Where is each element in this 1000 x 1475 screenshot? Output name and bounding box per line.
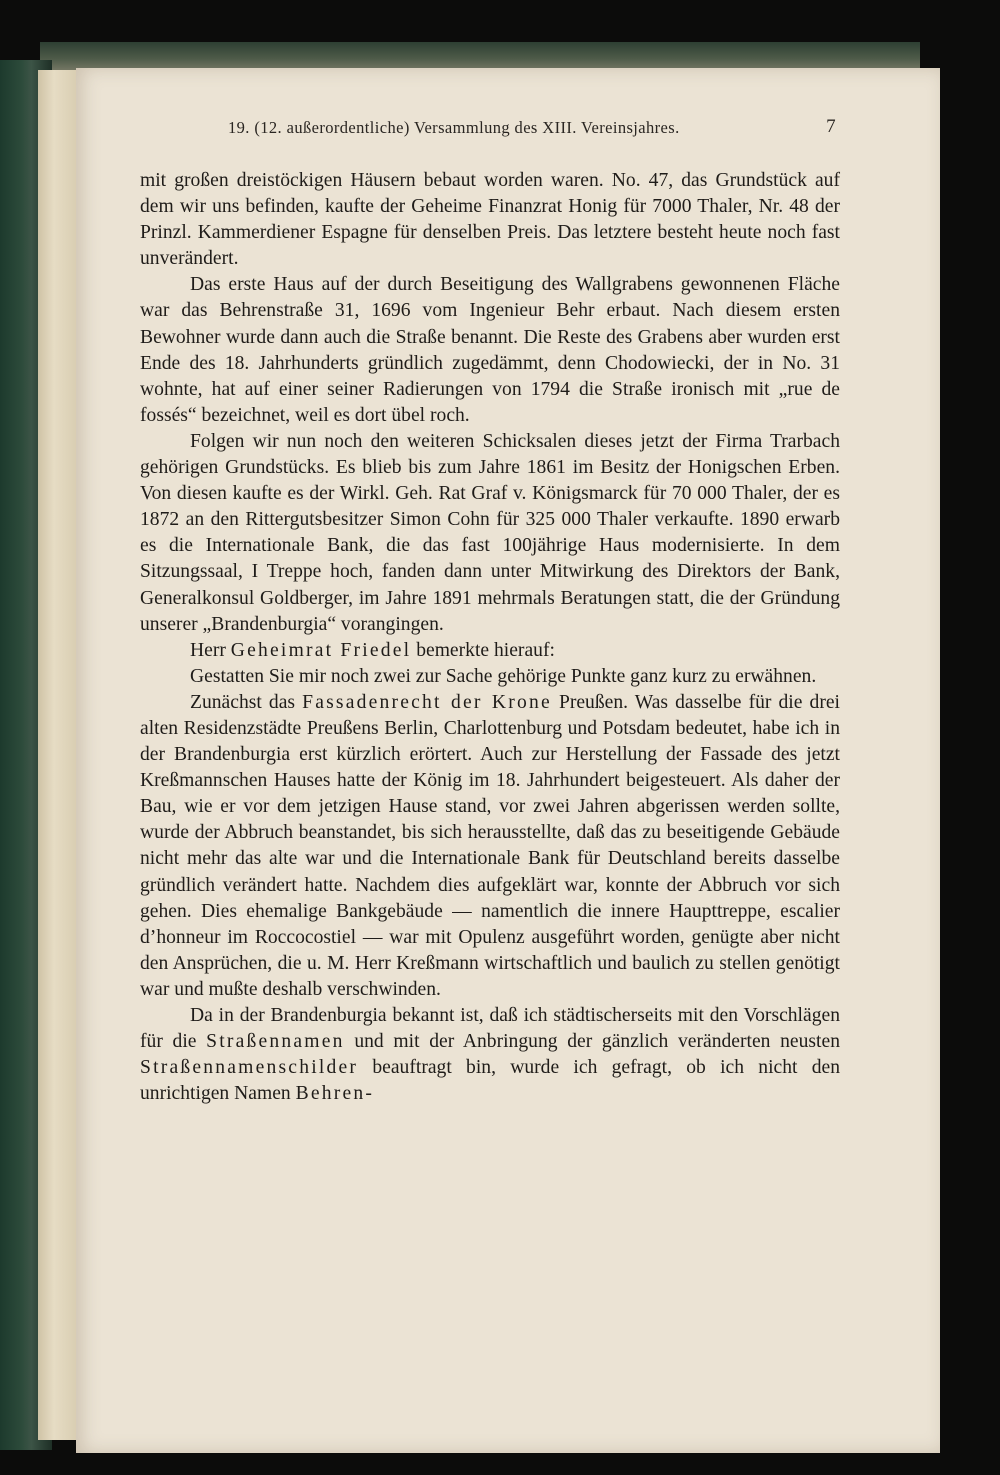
paragraph-text: Preußen. Was dasselbe für die drei alten Residenzstädte Preußens Berlin, Charlottenburg und Potsdam bedeutet, habe ich in der Brandenburgia erst kürzlich erörtert. Auch zur Herstellung der Fassade des jetzt Kreßmannschen Hauses hatte der König im 18. Jahrhundert beigesteuert. Als daher der Bau, wie er vor dem jetzigen Hause stand, vor zwei Jahren abgerissen werden sollte, wurde der Abbruch beanstandet, bis sich herausstellte, daß das zu beseitigende Gebäude nicht mehr das alte war und die Internationale Bank für Deutschland bereits dasselbe gründlich verändert hatte. Nachdem dies aufgeklärt war, konnte der Abbruch vor sich gehen. Dies ehemalige Bankgebäude — namentlich die innere Haupttreppe, escalier d’honneur im Roccocostiel — war mit Opulenz ausgeführt worden, genügte aber nicht den Ansprüchen, die u. M. Herr Kreßmann wirtschaftlich und baulich zu stellen genötigt war und mußte deshalb verschwinden. [140, 691, 840, 1000]
paragraph-text: und mit der Anbringung der gänzlich veränderten neusten [344, 1031, 840, 1053]
paragraph-text: beauftragt bin, wurde ich gefragt, ob ich nicht den unrichtigen Namen [140, 1057, 840, 1105]
paragraph-text: Gestatten Sie mir noch zwei zur Sache gehörige Punkte ganz kurz zu erwähnen. [190, 665, 817, 687]
paragraph [140, 664, 840, 690]
page-number: 7 [826, 116, 836, 137]
page-stack-edge [38, 70, 78, 1440]
paragraph [140, 638, 840, 664]
spaced-emphasis-text: Behren- [295, 1083, 375, 1105]
spaced-emphasis-text: Straßennamen [206, 1031, 345, 1053]
paragraph-text: Herr [190, 639, 231, 661]
paragraph-text: Da in der Brandenburgia bekannt ist, daß ich städtischerseits mit den Vorschlägen für die [140, 1005, 840, 1053]
paragraph-text: Zunächst das [190, 691, 303, 713]
paragraph-text: Das erste Haus auf der durch Beseitigung des Wallgrabens gewonnenen Fläche war das Behrenstraße 31, 1696 vom Ingenieur Behr erbaut. Nach diesem ersten Bewohner wurde dann auch die Straße benannt. Die Reste des Grabens aber wurden erst Ende des 18. Jahrhunderts gründlich zugedämmt, denn Chodowiecki, der in No. 31 wohnte, hat auf einer seiner Radierungen von 1794 die Straße ironisch mit „rue de fossés“ bezeichnet, weil es dort übel roch. [140, 274, 840, 426]
paragraph [140, 272, 840, 429]
paragraph [140, 1003, 840, 1107]
paragraph [140, 168, 840, 272]
running-header [228, 118, 840, 142]
spaced-emphasis-text: Fassadenrecht der Krone [302, 691, 552, 713]
paragraph-text: Folgen wir nun noch den weiteren Schicksalen dieses jetzt der Firma Trarbach gehörigen Grundstücks. Es blieb bis zum Jahre 1861 im Besitz der Honigschen Erben. Von diesen kaufte es der Wirkl. Geh. Rat Graf v. Königsmarck für 70 000 Thaler, der es 1872 an den Rittergutsbesitzer Simon Cohn für 325 000 Thaler verkaufte. 1890 erwarb es die Internationale Bank, die das fast 100jährige Haus modernisierte. In dem Sitzungssaal, I Treppe hoch, fanden dann unter Mitwirkung des Direktors der Bank, Generalkonsul Goldberger, im Jahre 1891 mehrmals Beratungen statt, die der Gründung unserer „Brandenburgia“ vorangingen. [140, 430, 840, 635]
spaced-emphasis-text: Geheimrat Friedel [230, 639, 412, 661]
paragraph-text: mit großen dreistöckigen Häusern bebaut worden waren. No. 47, das Grundstück auf dem wir uns befinden, kaufte der Geheime Finanzrat Honig für 7000 Thaler, Nr. 48 der Prinzl. Kammerdiener Espagne für denselben Preis. Das letztere besteht heute noch fast unverändert. [140, 170, 840, 270]
body-text [140, 168, 840, 1107]
paragraph-text: bemerkte hierauf: [411, 639, 555, 661]
paragraph [140, 690, 840, 1003]
running-header-title: 19. (12. außerordentliche) Versammlung des XIII. Vereinsjahres. [228, 118, 680, 137]
paragraph [140, 429, 840, 638]
spaced-emphasis-text: Straßennamenschilder [140, 1057, 359, 1079]
